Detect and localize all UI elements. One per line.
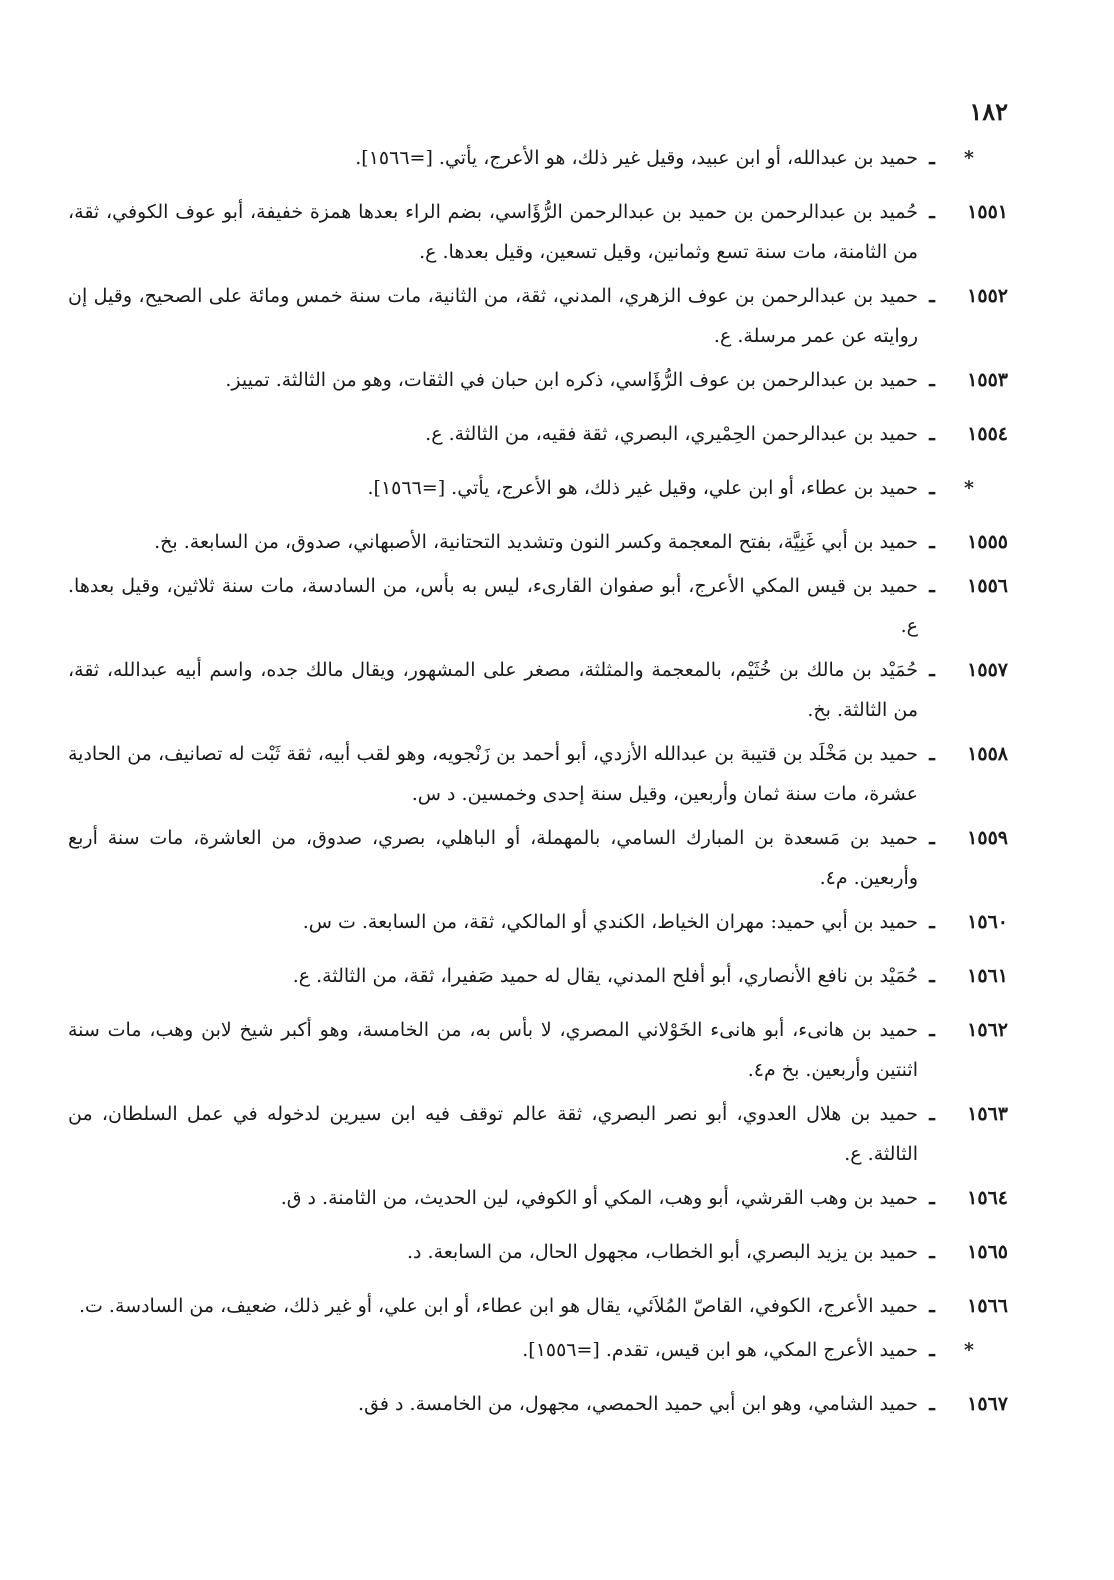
- entry-number: ١٥٦٤: [967, 1187, 1008, 1209]
- biography-entry: [68, 1232, 1008, 1272]
- entry-dash: ـ: [929, 1295, 935, 1317]
- entry-dash: ـ: [929, 423, 935, 445]
- biography-entry: [68, 360, 1008, 400]
- entry-number: ١٥٦٦: [967, 1295, 1008, 1317]
- entry-dash: ـ: [929, 827, 935, 849]
- entry-text: حميد بن عطاء، أو ابن علي، وقيل غير ذلك، هو الأعرج، يأتي. [=١٥٦٦].: [367, 477, 918, 499]
- entry-text: حميد بن مَخْلَد بن قتيبة بن عبدالله الأزدي، أبو أحمد بن زَنْجويه، وهو لقب أبيه، ثقة ثَبْت له تصانيف، من الحادية عشرة، مات سنة ثمان وأربعين، وقيل سنة إحدى وخمسين. د س.: [68, 743, 918, 805]
- entry-dash: ـ: [929, 201, 935, 223]
- entry-dash: ـ: [929, 911, 935, 933]
- entry-text: حميد بن وهب القرشي، أبو وهب، المكي أو الكوفي، لين الحديث، من الثامنة. د ق.: [280, 1187, 918, 1209]
- entry-text: حميد بن مَسعدة بن المبارك السامي، بالمهملة، أو الباهلي، بصري، صدوق، من العاشرة، مات سنة أربع وأربعين. م٤.: [68, 827, 918, 889]
- entry-number: ١٥٥٤: [967, 423, 1008, 445]
- asterisk-marker: *: [964, 147, 974, 169]
- biography-entry: [68, 650, 1008, 730]
- entry-dash: ـ: [929, 575, 935, 597]
- entry-text: حميد الشامي، وهو ابن أبي حميد الحمصي، مجهول، من الخامسة. د فق.: [358, 1393, 918, 1415]
- cross-reference-entry: [68, 1330, 1008, 1370]
- entry-text: حُمَيْد بن مالك بن خُثَيْم، بالمعجمة والمثلثة، مصغر على المشهور، ويقال مالك جده، واسم أبيه عبدالله، ثقة، من الثالثة. بخ.: [68, 659, 918, 721]
- entry-dash: ـ: [929, 1339, 935, 1361]
- biography-entry: [68, 818, 1008, 898]
- biography-entry: [68, 522, 1008, 562]
- asterisk-marker: *: [964, 477, 974, 499]
- entry-dash: ـ: [929, 1019, 935, 1041]
- page-number: ١٨٢: [969, 97, 1008, 126]
- biography-entry: [68, 1178, 1008, 1218]
- entry-number: ١٥٦٥: [967, 1241, 1008, 1263]
- entry-number: ١٥٥٦: [967, 575, 1008, 597]
- biography-entry: [68, 276, 1008, 356]
- entry-dash: ـ: [929, 743, 935, 765]
- entry-text: حُميد بن عبدالرحمن بن حميد بن عبدالرحمن الرُّؤَاسي، بضم الراء بعدها همزة خفيفة، أبو عوف الكوفي، ثقة، من الثامنة، مات سنة تسع وثمانين، وقيل تسعين، وقيل بعدها. ع.: [68, 201, 918, 263]
- cross-reference-entry: [68, 468, 1008, 508]
- biography-entry: [68, 1094, 1008, 1174]
- entry-dash: ـ: [929, 1103, 935, 1125]
- entry-dash: ـ: [929, 1393, 935, 1415]
- biography-entry: [68, 414, 1008, 454]
- entry-text: حميد بن هلال العدوي، أبو نصر البصري، ثقة عالم توقف فيه ابن سيرين لدخوله في عمل السلطان، من الثالثة. ع.: [68, 1103, 918, 1165]
- entry-text: حميد بن عبدالرحمن الحِمْيري، البصري، ثقة فقيه، من الثالثة. ع.: [425, 423, 918, 445]
- entry-number: ١٥٦٠: [967, 911, 1008, 933]
- entry-text: حميد الأعرج المكي، هو ابن قيس، تقدم. [=١٥٥٦].: [522, 1339, 918, 1361]
- biography-entry: [68, 1286, 1008, 1326]
- entry-number: ١٥٥١: [967, 201, 1008, 223]
- entry-text: حميد بن أبي حميد: مهران الخياط، الكندي أو المالكي، ثقة، من السابعة. ت س.: [302, 911, 918, 933]
- entry-text: حميد بن قيس المكي الأعرج، أبو صفوان القارىء، ليس به بأس، من السادسة، مات سنة ثلاثين، وقيل بعدها. ع.: [68, 575, 918, 637]
- entry-text: حميد الأعرج، الكوفي، القاصّ المُلاَئي، يقال هو ابن عطاء، أو ابن علي، أو غير ذلك، ضعيف، من السادسة. ت.: [78, 1295, 918, 1317]
- entry-number: ١٥٥٧: [967, 659, 1008, 681]
- asterisk-marker: *: [964, 1339, 974, 1361]
- entry-number: ١٥٦٢: [967, 1019, 1008, 1041]
- biography-entry: [68, 566, 1008, 646]
- entry-text: حميد بن عبدالله، أو ابن عبيد، وقيل غير ذلك، هو الأعرج، يأتي. [=١٥٦٦].: [355, 147, 918, 169]
- biography-entry: [68, 1010, 1008, 1090]
- entry-dash: ـ: [929, 1187, 935, 1209]
- entry-dash: ـ: [929, 477, 935, 499]
- entry-text: حميد بن يزيد البصري، أبو الخطاب، مجهول الحال، من السابعة. د.: [407, 1241, 918, 1263]
- entry-dash: ـ: [929, 1241, 935, 1263]
- entry-number: ١٥٥٣: [967, 369, 1008, 391]
- entry-dash: ـ: [929, 659, 935, 681]
- cross-reference-entry: [68, 138, 1008, 178]
- entry-dash: ـ: [929, 147, 935, 169]
- entries-list: [68, 138, 1008, 1424]
- biography-entry: [68, 956, 1008, 996]
- entry-dash: ـ: [929, 531, 935, 553]
- entry-text: حميد بن هانىء، أبو هانىء الخَوْلاني المصري، لا بأس به، من الخامسة، وهو أكبر شيخ لابن وهب، مات سنة اثنتين وأربعين. بخ م٤.: [68, 1019, 918, 1081]
- entry-number: ١٥٦٧: [967, 1393, 1008, 1415]
- entry-text: حميد بن أبي غَنِيَّة، بفتح المعجمة وكسر النون وتشديد التحتانية، الأصبهاني، صدوق، من السابعة. بخ.: [154, 531, 918, 553]
- entry-dash: ـ: [929, 285, 935, 307]
- entry-number: ١٥٦١: [967, 965, 1008, 987]
- biography-entry: [68, 734, 1008, 814]
- entry-number: ١٥٥٩: [967, 827, 1008, 849]
- entry-number: ١٥٦٣: [967, 1103, 1008, 1125]
- entry-text: حميد بن عبدالرحمن بن عوف الرُّؤَاسي، ذكره ابن حبان في الثقات، وهو من الثالثة. تمييز.: [225, 369, 918, 391]
- entry-number: ١٥٥٥: [967, 531, 1008, 553]
- entry-number: ١٥٥٢: [967, 285, 1008, 307]
- entry-number: ١٥٥٨: [967, 743, 1008, 765]
- biography-entry: [68, 902, 1008, 942]
- biography-entry: [68, 1384, 1008, 1424]
- document-page: [68, 92, 1008, 1438]
- entry-dash: ـ: [929, 369, 935, 391]
- biography-entry: [68, 192, 1008, 272]
- entry-text: حُمَيْد بن نافع الأنصاري، أبو أفلح المدني، يقال له حميد صَفيرا، ثقة، من الثالثة. ع.: [292, 965, 918, 987]
- entry-text: حميد بن عبدالرحمن بن عوف الزهري، المدني، ثقة، من الثانية، مات سنة خمس ومائة على الصحيح، وقيل إن روايته عن عمر مرسلة. ع.: [68, 285, 918, 347]
- entry-dash: ـ: [929, 965, 935, 987]
